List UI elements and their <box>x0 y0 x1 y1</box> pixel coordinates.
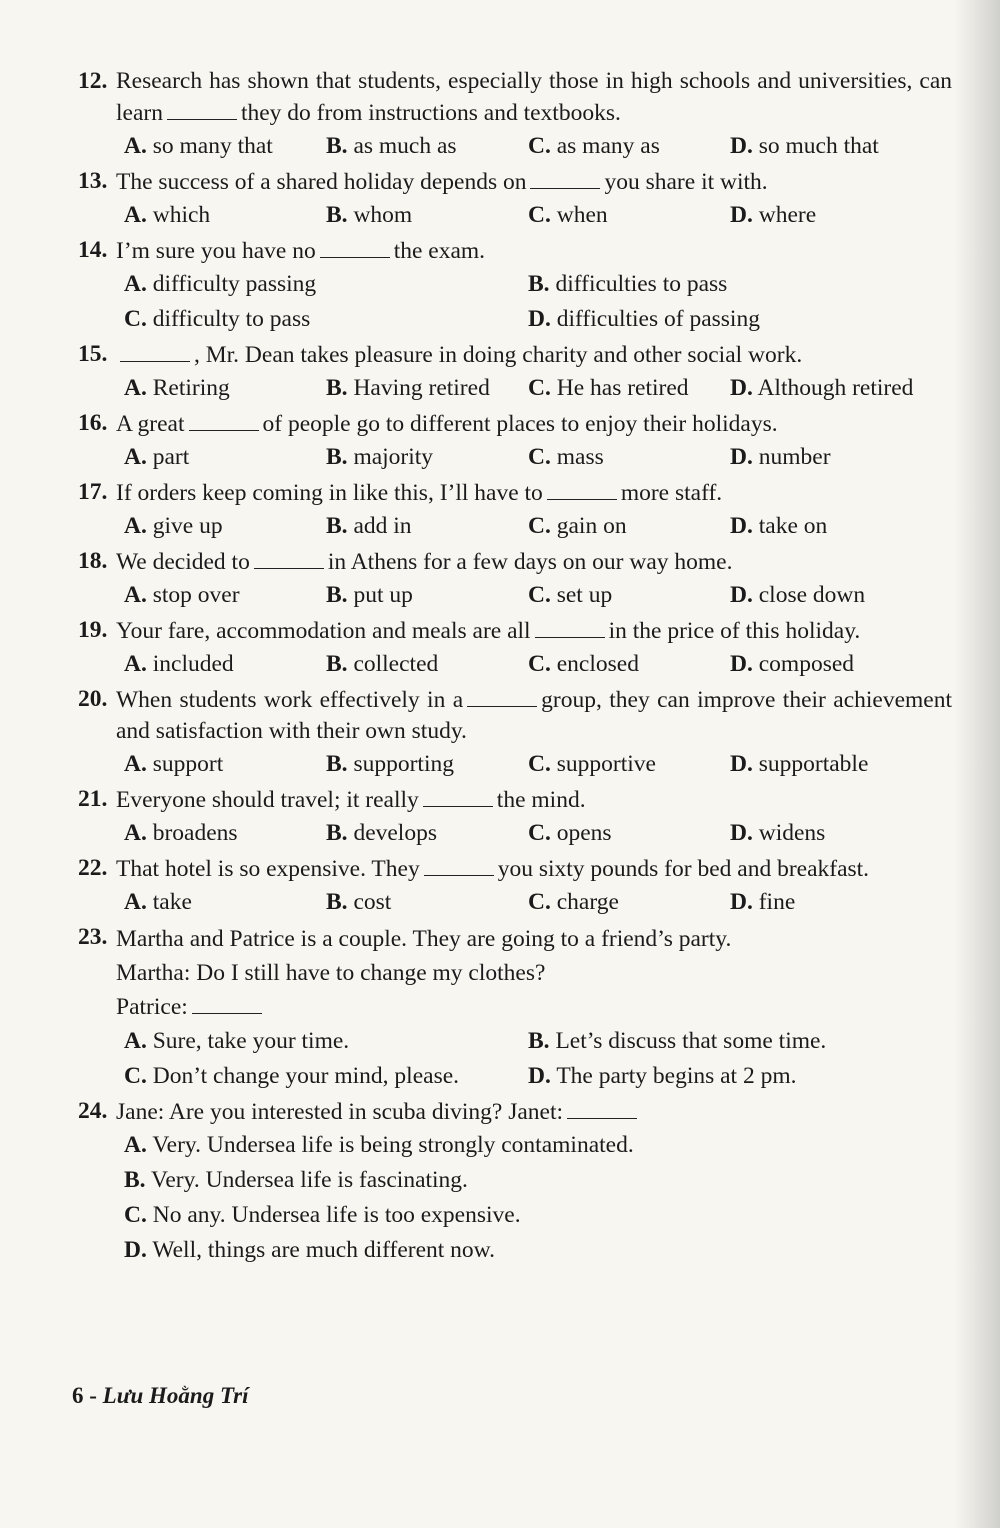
answer-options <box>116 129 952 164</box>
option-text: Although retired <box>757 375 914 401</box>
answer-option <box>326 129 528 164</box>
answer-option <box>326 885 528 920</box>
question-item <box>78 615 952 682</box>
option-letter: D. <box>124 1237 147 1263</box>
option-letter: A. <box>124 889 147 915</box>
option-letter: D. <box>730 133 753 159</box>
option-letter: B. <box>326 375 348 401</box>
answer-option <box>124 1128 924 1163</box>
question-number: 18. <box>78 548 108 574</box>
answer-option <box>528 371 730 406</box>
option-text: opens <box>556 820 612 846</box>
option-letter: D. <box>730 889 753 915</box>
answer-blank <box>424 853 494 876</box>
option-text: supportable <box>758 751 869 777</box>
answer-option <box>326 371 528 406</box>
option-text: close down <box>758 582 866 608</box>
answer-option <box>124 1024 528 1059</box>
option-text: fine <box>758 889 796 915</box>
answer-option <box>326 509 528 544</box>
question-item <box>78 922 952 1094</box>
option-letter: A. <box>124 444 147 470</box>
question-number: 20. <box>78 686 108 712</box>
answer-blank <box>467 684 537 707</box>
page-footer <box>72 1383 249 1409</box>
answer-option <box>124 1198 924 1233</box>
question-item <box>78 477 952 544</box>
answer-option <box>730 578 932 613</box>
page-number: 6 - <box>72 1383 97 1408</box>
answer-options <box>116 1024 952 1094</box>
question-stem <box>116 546 952 578</box>
answer-option <box>124 129 326 164</box>
question-item <box>78 684 952 782</box>
stem-text: Jane: Are you interested in scuba diving? Janet: <box>116 1099 564 1125</box>
option-text: He has retired <box>556 375 689 401</box>
answer-option <box>326 198 528 233</box>
question-item <box>78 1096 952 1268</box>
option-text: so much that <box>758 133 879 159</box>
answer-option <box>124 885 326 920</box>
option-letter: A. <box>124 513 147 539</box>
option-text: give up <box>152 513 223 539</box>
answer-option <box>730 129 932 164</box>
question-item <box>78 339 952 406</box>
option-letter: A. <box>124 133 147 159</box>
question-stem <box>116 339 952 371</box>
option-text: when <box>556 202 608 228</box>
answer-options <box>116 371 952 406</box>
answer-option <box>326 747 528 782</box>
option-letter: B. <box>326 444 348 470</box>
option-text: as much as <box>353 133 457 159</box>
option-letter: A. <box>124 1132 147 1158</box>
answer-option <box>124 816 326 851</box>
answer-option <box>528 302 932 337</box>
answer-option <box>124 302 528 337</box>
option-text: set up <box>556 582 613 608</box>
option-letter: D. <box>730 375 753 401</box>
answer-option <box>124 747 326 782</box>
answer-option <box>528 509 730 544</box>
option-letter: A. <box>124 582 147 608</box>
answer-blank <box>535 615 605 638</box>
answer-option <box>528 1059 932 1094</box>
stem-text: Your fare, accommodation and meals are all <box>116 618 531 644</box>
option-text: part <box>152 444 190 470</box>
question-stem <box>116 1096 952 1128</box>
option-letter: D. <box>730 444 753 470</box>
option-letter: C. <box>124 306 147 332</box>
option-letter: A. <box>124 751 147 777</box>
question-item <box>78 408 952 475</box>
option-letter: B. <box>326 513 348 539</box>
answer-blank <box>167 97 237 120</box>
option-letter: B. <box>326 820 348 846</box>
answer-option <box>528 816 730 851</box>
answer-option <box>528 440 730 475</box>
answer-blank <box>547 477 617 500</box>
question-stem <box>116 615 952 647</box>
question-item <box>78 546 952 613</box>
option-letter: D. <box>730 582 753 608</box>
question-number: 16. <box>78 410 108 436</box>
question-number: 14. <box>78 237 108 263</box>
option-text: Sure, take your time. <box>152 1028 350 1054</box>
option-text: enclosed <box>556 651 639 677</box>
stem-text: in the price of this holiday. <box>608 618 861 644</box>
option-letter: B. <box>326 582 348 608</box>
option-letter: B. <box>528 1028 550 1054</box>
answer-option <box>730 440 932 475</box>
option-text: Well, things are much different now. <box>152 1237 495 1263</box>
option-letter: A. <box>124 651 147 677</box>
option-letter: D. <box>730 513 753 539</box>
question-stem <box>116 66 952 129</box>
stem-text: I’m sure you have no <box>116 238 316 264</box>
option-text: as many as <box>556 133 660 159</box>
stem-text: they do from instructions and textbooks. <box>240 100 621 126</box>
answer-option <box>528 885 730 920</box>
option-letter: C. <box>124 1202 147 1228</box>
answer-option <box>730 509 932 544</box>
option-letter: C. <box>528 444 551 470</box>
option-letter: A. <box>124 1028 147 1054</box>
question-stem <box>116 684 952 747</box>
option-text: difficulty to pass <box>152 306 311 332</box>
option-text: supporting <box>353 751 454 777</box>
answer-option <box>124 371 326 406</box>
answer-option <box>528 747 730 782</box>
option-letter: B. <box>326 889 348 915</box>
option-letter: A. <box>124 820 147 846</box>
stem-text: more staff. <box>620 480 723 506</box>
option-text: mass <box>556 444 604 470</box>
option-letter: B. <box>326 202 348 228</box>
answer-options <box>116 198 952 233</box>
answer-blank <box>567 1096 637 1119</box>
answer-option <box>326 440 528 475</box>
page-edge-shadow <box>954 0 1000 1528</box>
option-text: The party begins at 2 pm. <box>556 1063 797 1089</box>
option-letter: D. <box>730 820 753 846</box>
option-text: Retiring <box>152 375 230 401</box>
stem-text: group, they can improve their achievement and satisfaction with their own study. <box>116 687 953 744</box>
stem-text: That hotel is so expensive. They <box>116 856 420 882</box>
question-stem <box>116 477 952 509</box>
option-text: supportive <box>556 751 656 777</box>
option-text: stop over <box>152 582 240 608</box>
option-text: take on <box>758 513 828 539</box>
option-letter: C. <box>528 582 551 608</box>
stem-text: you share it with. <box>604 169 768 195</box>
option-letter: B. <box>326 133 348 159</box>
stem-text: you sixty pounds for bed and breakfast. <box>497 856 870 882</box>
question-number: 15. <box>78 341 108 367</box>
option-letter: C. <box>528 133 551 159</box>
answer-options <box>116 1128 952 1268</box>
option-text: develops <box>353 820 437 846</box>
option-letter: B. <box>528 271 550 297</box>
answer-option <box>528 267 932 302</box>
question-number: 19. <box>78 617 108 643</box>
option-text: support <box>152 751 224 777</box>
option-letter: D. <box>730 202 753 228</box>
question-item <box>78 66 952 164</box>
stem-text: We decided to <box>116 549 250 575</box>
stem-text: of people go to different places to enjoy their holidays. <box>262 411 778 437</box>
stem-text: Research has shown that students, especially those in high schools and universities, can learn <box>116 68 952 126</box>
answer-option <box>124 198 326 233</box>
answer-option <box>124 440 326 475</box>
answer-option <box>730 198 932 233</box>
option-letter: C. <box>124 1063 147 1089</box>
option-text: included <box>152 651 234 677</box>
option-text: number <box>758 444 831 470</box>
dialog-line: Martha: Do I still have to change my clothes? <box>116 960 546 986</box>
option-text: gain on <box>556 513 627 539</box>
answer-options <box>116 885 952 920</box>
option-text: whom <box>353 202 413 228</box>
answer-option <box>528 647 730 682</box>
question-number: 22. <box>78 855 108 881</box>
option-text: No any. Undersea life is too expensive. <box>152 1202 521 1228</box>
answer-blank <box>320 235 390 258</box>
answer-option <box>730 747 932 782</box>
answer-options <box>116 816 952 851</box>
answer-options <box>116 747 952 782</box>
answer-options <box>116 440 952 475</box>
option-letter: C. <box>528 820 551 846</box>
question-stem <box>116 853 952 885</box>
option-text: Let’s discuss that some time. <box>555 1028 827 1054</box>
answer-blank <box>423 784 493 807</box>
option-text: so many that <box>152 133 273 159</box>
dialog-line <box>116 990 952 1024</box>
question-item <box>78 784 952 851</box>
option-text: collected <box>353 651 439 677</box>
option-text: Very. Undersea life is being strongly contaminated. <box>152 1132 634 1158</box>
option-letter: C. <box>528 651 551 677</box>
answer-option <box>730 647 932 682</box>
stem-text: the mind. <box>496 787 586 813</box>
question-stem <box>116 235 952 267</box>
answer-option <box>528 198 730 233</box>
answer-option <box>730 816 932 851</box>
option-letter: C. <box>528 889 551 915</box>
option-text: majority <box>353 444 434 470</box>
option-text: which <box>152 202 211 228</box>
option-letter: A. <box>124 202 147 228</box>
answer-option <box>124 647 326 682</box>
option-text: difficulty passing <box>152 271 317 297</box>
stem-text: the exam. <box>393 238 486 264</box>
answer-option <box>528 578 730 613</box>
stem-text: When students work effectively in a <box>116 687 464 713</box>
stem-text: If orders keep coming in like this, I’ll have to <box>116 480 543 506</box>
option-text: difficulties to pass <box>555 271 728 297</box>
answer-option <box>124 509 326 544</box>
question-number: 17. <box>78 479 108 505</box>
answer-option <box>730 371 932 406</box>
question-item <box>78 853 952 920</box>
question-item <box>78 166 952 233</box>
option-text: broadens <box>152 820 238 846</box>
answer-option <box>326 816 528 851</box>
answer-option <box>528 129 730 164</box>
option-letter: D. <box>528 306 551 332</box>
option-text: charge <box>556 889 619 915</box>
option-text: add in <box>353 513 412 539</box>
option-letter: D. <box>730 651 753 677</box>
answer-blank <box>530 166 600 189</box>
answer-blank <box>120 339 190 362</box>
answer-blank <box>192 991 262 1014</box>
question-number: 13. <box>78 168 108 194</box>
question-number: 23. <box>78 924 108 950</box>
option-text: Don’t change your mind, please. <box>152 1063 460 1089</box>
stem-text: A great <box>116 411 185 437</box>
answer-option <box>528 1024 932 1059</box>
answer-option <box>124 578 326 613</box>
option-letter: C. <box>528 751 551 777</box>
option-letter: D. <box>528 1063 551 1089</box>
option-letter: C. <box>528 375 551 401</box>
answer-option <box>326 647 528 682</box>
option-text: difficulties of passing <box>556 306 760 332</box>
option-letter: A. <box>124 375 147 401</box>
answer-option <box>326 578 528 613</box>
question-page <box>78 66 952 1270</box>
option-text: cost <box>353 889 392 915</box>
option-letter: C. <box>528 202 551 228</box>
answer-options <box>116 647 952 682</box>
answer-options <box>116 578 952 613</box>
question-stem <box>116 408 952 440</box>
option-letter: B. <box>124 1167 146 1193</box>
stem-text: The success of a shared holiday depends on <box>116 169 527 195</box>
question-stem: Martha and Patrice is a couple. They are going to a friend’s party. <box>116 926 732 952</box>
question-number: 12. <box>78 68 108 94</box>
option-text: widens <box>758 820 826 846</box>
answer-option <box>730 885 932 920</box>
question-number: 21. <box>78 786 108 812</box>
author-name: Lưu Hoằng Trí <box>102 1383 249 1408</box>
option-text: composed <box>758 651 855 677</box>
answer-blank <box>189 408 259 431</box>
question-number: 24. <box>78 1098 108 1124</box>
question-stem <box>116 784 952 816</box>
answer-option <box>124 267 528 302</box>
stem-text: in Athens for a few days on our way home. <box>327 549 733 575</box>
option-letter: D. <box>730 751 753 777</box>
question-stem <box>116 166 952 198</box>
stem-text: , Mr. Dean takes pleasure in doing charity and other social work. <box>194 342 803 368</box>
option-letter: C. <box>528 513 551 539</box>
option-text: take <box>152 889 192 915</box>
stem-text: Everyone should travel; it really <box>116 787 419 813</box>
option-text: Very. Undersea life is fascinating. <box>151 1167 468 1193</box>
speaker-label: Patrice: <box>116 994 188 1020</box>
answer-options <box>116 509 952 544</box>
answer-option <box>124 1059 528 1094</box>
option-text: where <box>758 202 817 228</box>
answer-option <box>124 1233 924 1268</box>
answer-options <box>116 267 952 337</box>
option-letter: B. <box>326 651 348 677</box>
answer-option <box>124 1163 924 1198</box>
answer-blank <box>254 546 324 569</box>
option-text: put up <box>353 582 413 608</box>
option-letter: A. <box>124 271 147 297</box>
option-letter: B. <box>326 751 348 777</box>
option-text: Having retired <box>353 375 490 401</box>
question-item <box>78 235 952 337</box>
